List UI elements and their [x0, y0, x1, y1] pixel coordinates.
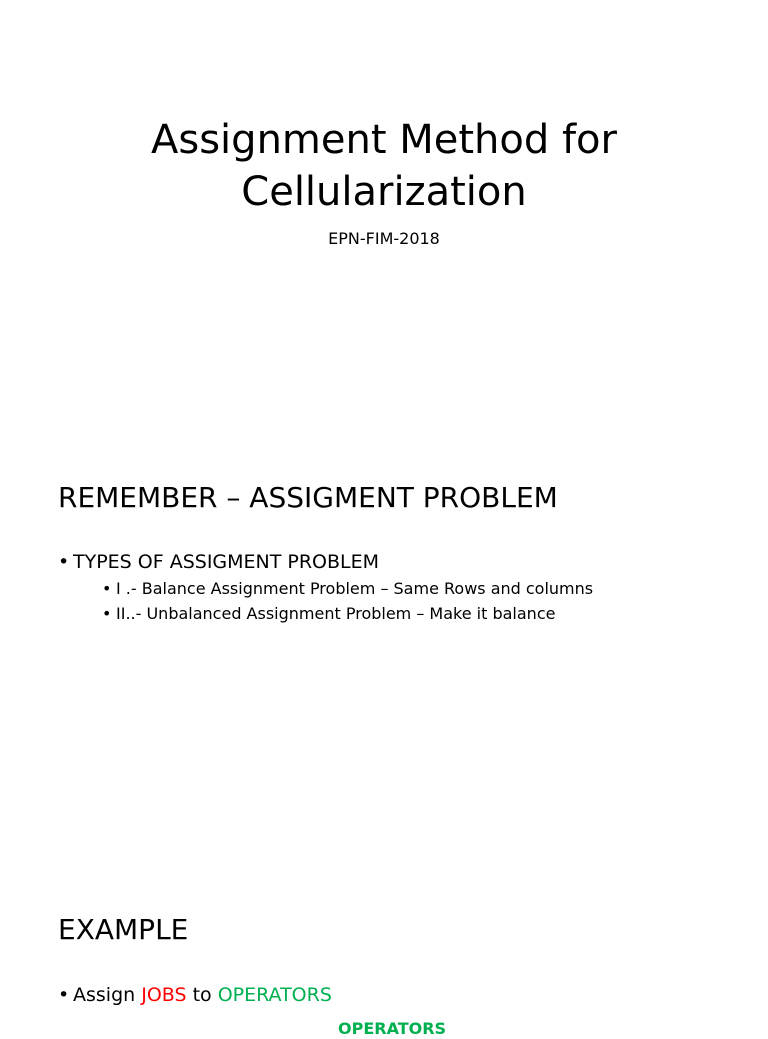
operators-label: OPERATORS [217, 984, 332, 1006]
bullet-text: TYPES OF ASSIGMENT PROBLEM [73, 551, 380, 573]
slide-title [0, 114, 768, 218]
title-line-2: Cellularization [241, 169, 527, 215]
slide-heading: EXAMPLE [58, 913, 189, 946]
bullet-prefix: Assign [73, 984, 142, 1006]
bullet-list [58, 983, 332, 1007]
title-slide [0, 0, 768, 432]
bullet-list [58, 550, 593, 626]
remember-slide [0, 432, 768, 864]
slide-heading: REMEMBER – ASSIGMENT PROBLEM [58, 481, 558, 514]
jobs-label: JOBS [141, 984, 187, 1006]
sub-bullet-item: • I .- Balance Assignment Problem – Same Rows and columns [102, 576, 593, 601]
slide-subtitle: EPN-FIM-2018 [328, 229, 440, 248]
bullet-middle: to [186, 984, 218, 1006]
sub-bullet-list [73, 576, 593, 626]
sub-bullet-item: • II..- Unbalanced Assignment Problem – Make it balance [102, 601, 593, 626]
example-slide [0, 864, 768, 1038]
bullet-item [58, 983, 332, 1007]
bullet-item [58, 550, 593, 626]
title-line-1: Assignment Method for [151, 117, 617, 163]
cut-off-operators-text: OPERATORS [338, 1019, 447, 1038]
